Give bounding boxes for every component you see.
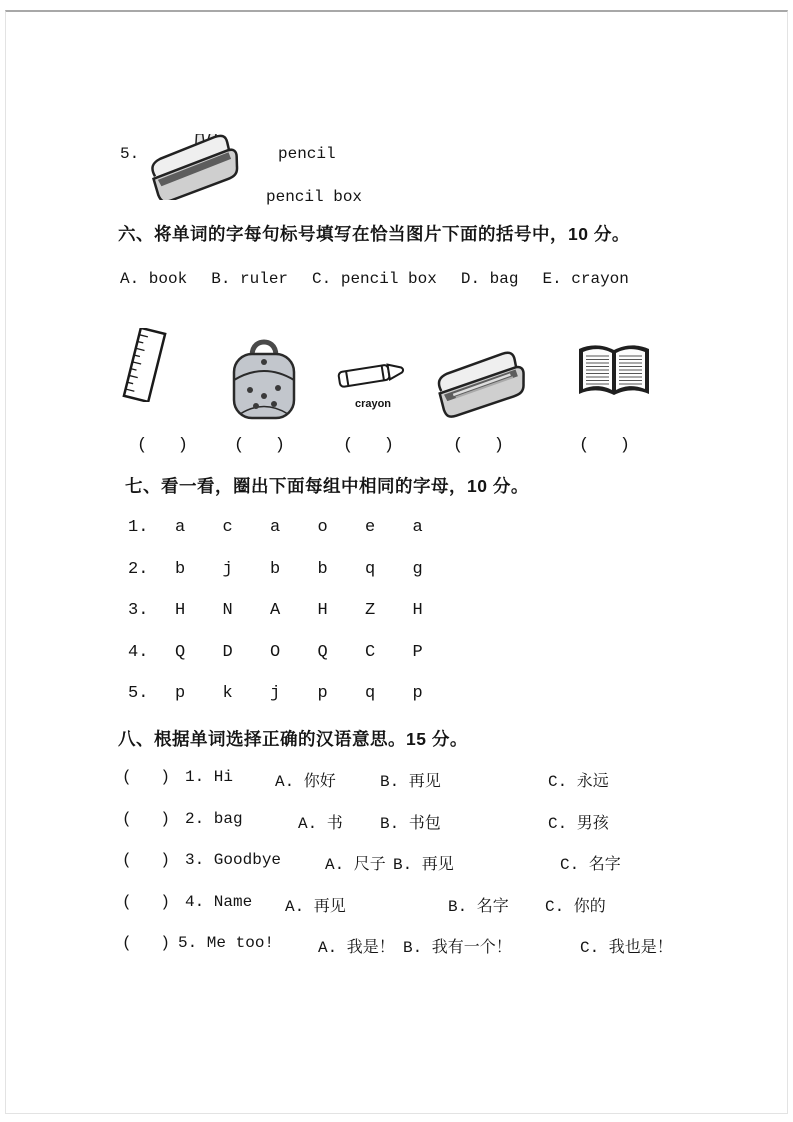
option-c: C. 我也是！ [580,939,673,957]
word-pencil-box: pencil box [266,188,363,206]
letter-cell: c [222,518,233,538]
option-label-d: D. bag [460,270,519,288]
letter-cell: a [175,518,186,538]
section7-title: 七、看一看，圈出下面每组中相同的字母，10 分。 [125,476,529,496]
letter-cell: b [270,559,281,579]
row-number: 5. [128,684,149,704]
letter-row [128,632,460,674]
option-a: A. 书 [298,815,343,833]
question-row [0,768,793,798]
letter-cell: o [317,518,328,538]
letter-cell: b [175,559,186,579]
letter-cell: P [412,642,423,662]
letter-cell: p [175,684,186,704]
option-label-a: A. book [120,270,188,288]
option-a: A. 尺子 [325,856,386,874]
letter-cell: a [412,518,423,538]
letter-cell: p [317,684,328,704]
letter-grid [128,507,460,715]
letter-cell: Q [175,642,186,662]
option-b: B. 我有一个！ [403,939,512,957]
answer-bracket: ( ) [122,851,171,869]
option-b: B. 名字 [448,898,509,916]
question-text: 5. Me too! [178,934,275,952]
question-text: 4. Name [185,893,253,911]
answer-bracket: ( ) [234,436,286,455]
option-c: C. 你的 [545,898,606,916]
ruler-image [112,328,178,402]
letter-cell: C [365,642,376,662]
letter-cell: b [317,559,328,579]
letter-cell: H [175,601,186,621]
letter-cell: k [222,684,233,704]
letter-cell: q [365,684,376,704]
question-text: 1. Hi [185,768,234,786]
letter-cell: Z [365,601,376,621]
pencil-box-image [142,134,242,200]
answer-bracket: ( ) [122,893,171,911]
answer-bracket: ( ) [122,934,171,952]
answer-bracket: ( ) [343,436,395,455]
section6-title: 六、将单词的字每句标号填写在恰当图片下面的括号中，10 分。 [118,224,630,244]
bag-image [226,338,302,426]
crayon-image [336,352,410,398]
row-number: 1. [128,518,149,538]
option-a: A. 我是！ [318,939,395,957]
answer-bracket: ( ) [137,436,189,455]
item-number: 5. [120,145,140,163]
question-row [0,851,793,881]
option-label-b: B. ruler [211,270,289,288]
letter-cell: N [222,601,233,621]
letter-cell: D [222,642,233,662]
section6-options [120,270,629,288]
letter-cell: g [412,559,423,579]
row-number: 2. [128,559,149,579]
question-row [0,934,793,964]
letter-cell: q [365,559,376,579]
letter-cell: j [270,684,281,704]
letter-cell: p [412,684,423,704]
answer-bracket: ( ) [122,768,171,786]
option-label-e: E. crayon [542,270,629,288]
letter-row [128,549,460,591]
question-text: 3. Goodbye [185,851,282,869]
option-b: B. 再见 [380,773,441,791]
option-c: C. 永远 [548,773,609,791]
letter-cell: O [270,642,281,662]
question-text: 2. bag [185,810,243,828]
letter-cell: j [222,559,233,579]
letter-row [128,673,460,715]
book-image [576,342,652,402]
option-a: A. 你好 [275,773,336,791]
letter-row [128,507,460,549]
answer-bracket: ( ) [579,436,631,455]
row-number: 4. [128,642,149,662]
letter-cell: e [365,518,376,538]
letter-cell: Q [317,642,328,662]
letter-cell: H [317,601,328,621]
pencil-box-image [428,348,528,418]
question-row [0,893,793,923]
option-label-c: C. pencil box [312,270,437,288]
word-pencil: pencil [278,145,336,163]
option-c: C. 名字 [560,856,621,874]
row-number: 3. [128,601,149,621]
option-b: B. 书包 [380,815,441,833]
letter-row [128,590,460,632]
answer-bracket: ( ) [453,436,505,455]
answer-bracket: ( ) [122,810,171,828]
option-a: A. 再见 [285,898,346,916]
option-c: C. 男孩 [548,815,609,833]
letter-cell: A [270,601,281,621]
letter-cell: a [270,518,281,538]
section8-title: 八、根据单词选择正确的汉语意思。15 分。 [118,729,468,749]
option-b: B. 再见 [393,856,454,874]
letter-cell: H [412,601,423,621]
crayon-caption: crayon [354,398,392,410]
question-row [0,810,793,840]
